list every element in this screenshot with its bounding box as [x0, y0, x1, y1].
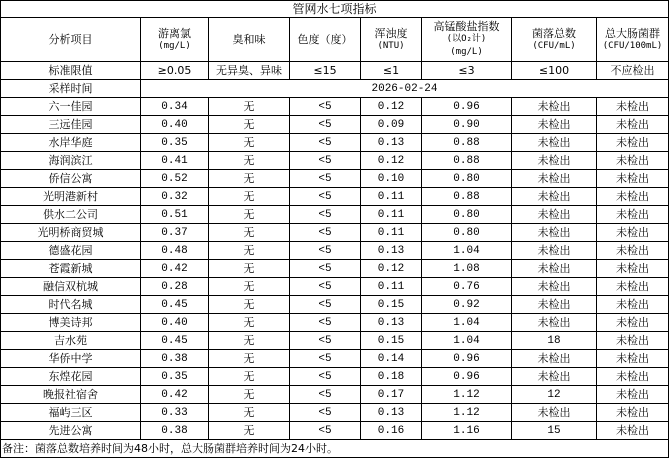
- cell-coliform: 未检出: [597, 296, 669, 314]
- cell-permanganate: 0.88: [422, 152, 512, 170]
- cell-turbidity: 0.12: [361, 98, 422, 116]
- cell-coliform: 未检出: [597, 152, 669, 170]
- table-row: [1, 332, 669, 350]
- cell-permanganate: 1.04: [422, 314, 512, 332]
- cell-colonies: 未检出: [512, 368, 597, 386]
- table-row: [1, 152, 669, 170]
- cell-color: <5: [290, 170, 361, 188]
- cell-chlorine: 0.38: [141, 350, 209, 368]
- cell-colonies: 未检出: [512, 314, 597, 332]
- cell-coliform: 未检出: [597, 278, 669, 296]
- note-row: [1, 440, 669, 458]
- column-header-coliform: [597, 18, 669, 62]
- cell-coliform: 未检出: [597, 314, 669, 332]
- site-name: 福屿三区: [1, 404, 141, 422]
- standard-limit-turbidity: ≤1: [361, 62, 422, 80]
- site-name: 六一佳园: [1, 98, 141, 116]
- site-name: 光明桥商贸城: [1, 224, 141, 242]
- cell-permanganate: 0.92: [422, 296, 512, 314]
- column-header-line: 色度（度）: [297, 33, 353, 46]
- cell-permanganate: 0.80: [422, 224, 512, 242]
- standard-limit-odor: 无异臭、异味: [209, 62, 290, 80]
- standard-limit-row: [1, 62, 669, 80]
- cell-color: <5: [290, 152, 361, 170]
- table-row: [1, 116, 669, 134]
- cell-colonies: 未检出: [512, 278, 597, 296]
- site-name: 光明港新村: [1, 188, 141, 206]
- cell-turbidity: 0.13: [361, 404, 422, 422]
- table-title: 管网水七项指标: [1, 1, 669, 18]
- cell-odor: 无: [209, 296, 290, 314]
- standard-limit-label: 标准限值: [1, 62, 141, 80]
- cell-turbidity: 0.18: [361, 368, 422, 386]
- table-row: [1, 296, 669, 314]
- cell-colonies: 未检出: [512, 350, 597, 368]
- cell-odor: 无: [209, 350, 290, 368]
- table-row: [1, 188, 669, 206]
- cell-color: <5: [290, 314, 361, 332]
- table-row: [1, 98, 669, 116]
- site-name: 先进公寓: [1, 422, 141, 440]
- cell-chlorine: 0.37: [141, 224, 209, 242]
- cell-colonies: 15: [512, 422, 597, 440]
- cell-color: <5: [290, 422, 361, 440]
- cell-turbidity: 0.15: [361, 296, 422, 314]
- column-header-item: [1, 18, 141, 62]
- cell-color: <5: [290, 134, 361, 152]
- cell-color: <5: [290, 404, 361, 422]
- cell-odor: 无: [209, 242, 290, 260]
- cell-colonies: 未检出: [512, 98, 597, 116]
- cell-odor: 无: [209, 188, 290, 206]
- table-row: [1, 278, 669, 296]
- cell-chlorine: 0.35: [141, 368, 209, 386]
- cell-chlorine: 0.52: [141, 170, 209, 188]
- column-header-chlorine: [141, 18, 209, 62]
- cell-color: <5: [290, 368, 361, 386]
- cell-permanganate: 0.96: [422, 98, 512, 116]
- cell-permanganate: 1.12: [422, 404, 512, 422]
- cell-odor: 无: [209, 332, 290, 350]
- table-row: [1, 134, 669, 152]
- cell-color: <5: [290, 332, 361, 350]
- cell-coliform: 未检出: [597, 386, 669, 404]
- column-header-line: (以O₂计): [446, 34, 487, 44]
- column-header-line: 臭和味: [232, 33, 266, 46]
- site-name: 晚报社宿舍: [1, 386, 141, 404]
- cell-turbidity: 0.11: [361, 224, 422, 242]
- cell-permanganate: 0.88: [422, 134, 512, 152]
- cell-odor: 无: [209, 404, 290, 422]
- cell-colonies: 未检出: [512, 242, 597, 260]
- cell-color: <5: [290, 98, 361, 116]
- cell-coliform: 未检出: [597, 188, 669, 206]
- column-header-turbidity: [361, 18, 422, 62]
- cell-color: <5: [290, 260, 361, 278]
- site-name: 博美诗邦: [1, 314, 141, 332]
- site-name: 侨信公寓: [1, 170, 141, 188]
- cell-permanganate: 0.96: [422, 350, 512, 368]
- cell-odor: 无: [209, 170, 290, 188]
- cell-colonies: 未检出: [512, 260, 597, 278]
- cell-chlorine: 0.28: [141, 278, 209, 296]
- cell-odor: 无: [209, 98, 290, 116]
- site-name: 德盛花园: [1, 242, 141, 260]
- site-name: 海润滨江: [1, 152, 141, 170]
- cell-turbidity: 0.13: [361, 134, 422, 152]
- table-row: [1, 170, 669, 188]
- column-header-line: 分析项目: [48, 33, 93, 46]
- cell-colonies: 未检出: [512, 152, 597, 170]
- table-note: 备注：菌落总数培养时间为48小时，总大肠菌群培养时间为24小时。: [1, 440, 669, 458]
- cell-chlorine: 0.42: [141, 260, 209, 278]
- cell-turbidity: 0.12: [361, 152, 422, 170]
- standard-limit-permanganate: ≤3: [422, 62, 512, 80]
- site-name: 苍霞新城: [1, 260, 141, 278]
- cell-odor: 无: [209, 314, 290, 332]
- column-header-line: (NTU): [377, 40, 405, 51]
- cell-colonies: 未检出: [512, 116, 597, 134]
- site-name: 三远佳园: [1, 116, 141, 134]
- table-row: [1, 206, 669, 224]
- cell-colonies: 18: [512, 332, 597, 350]
- table-row: [1, 368, 669, 386]
- cell-color: <5: [290, 224, 361, 242]
- cell-permanganate: 1.16: [422, 422, 512, 440]
- header-row: [1, 18, 669, 62]
- cell-permanganate: 1.12: [422, 386, 512, 404]
- site-name: 时代名城: [1, 296, 141, 314]
- cell-permanganate: 0.80: [422, 206, 512, 224]
- cell-chlorine: 0.34: [141, 98, 209, 116]
- site-name: 供水二公司: [1, 206, 141, 224]
- cell-coliform: 未检出: [597, 332, 669, 350]
- cell-turbidity: 0.17: [361, 386, 422, 404]
- cell-colonies: 未检出: [512, 134, 597, 152]
- cell-color: <5: [290, 278, 361, 296]
- standard-limit-color: ≤15: [290, 62, 361, 80]
- cell-colonies: 未检出: [512, 170, 597, 188]
- table-row: [1, 404, 669, 422]
- cell-turbidity: 0.14: [361, 350, 422, 368]
- sampling-date: 2026-02-24: [141, 80, 669, 98]
- cell-coliform: 未检出: [597, 116, 669, 134]
- column-header-line: (mg/L): [450, 47, 483, 57]
- cell-coliform: 未检出: [597, 242, 669, 260]
- column-header-line: (mg/L): [158, 40, 191, 51]
- cell-turbidity: 0.15: [361, 332, 422, 350]
- cell-coliform: 未检出: [597, 134, 669, 152]
- column-header-line: (CFU/mL): [532, 40, 576, 51]
- cell-turbidity: 0.11: [361, 206, 422, 224]
- cell-coliform: 未检出: [597, 170, 669, 188]
- cell-permanganate: 0.76: [422, 278, 512, 296]
- cell-chlorine: 0.45: [141, 296, 209, 314]
- column-header-line: 菌落总数: [532, 26, 576, 40]
- cell-turbidity: 0.11: [361, 278, 422, 296]
- sampling-time-row: [1, 80, 669, 98]
- column-header-line: 游离氯: [158, 26, 191, 40]
- cell-colonies: 未检出: [512, 296, 597, 314]
- site-name: 水岸华庭: [1, 134, 141, 152]
- cell-color: <5: [290, 350, 361, 368]
- cell-turbidity: 0.11: [361, 188, 422, 206]
- cell-coliform: 未检出: [597, 224, 669, 242]
- cell-odor: 无: [209, 386, 290, 404]
- cell-chlorine: 0.40: [141, 116, 209, 134]
- cell-colonies: 12: [512, 386, 597, 404]
- standard-limit-coliform: 不应检出: [597, 62, 669, 80]
- cell-odor: 无: [209, 278, 290, 296]
- site-name: 融信双杭城: [1, 278, 141, 296]
- cell-color: <5: [290, 206, 361, 224]
- table-row: [1, 260, 669, 278]
- standard-limit-colonies: ≤100: [512, 62, 597, 80]
- table-row: [1, 314, 669, 332]
- cell-chlorine: 0.45: [141, 332, 209, 350]
- cell-colonies: 未检出: [512, 224, 597, 242]
- table-row: [1, 242, 669, 260]
- cell-colonies: 未检出: [512, 206, 597, 224]
- cell-chlorine: 0.32: [141, 188, 209, 206]
- cell-permanganate: 1.04: [422, 242, 512, 260]
- cell-odor: 无: [209, 260, 290, 278]
- cell-coliform: 未检出: [597, 350, 669, 368]
- table-row: [1, 386, 669, 404]
- cell-odor: 无: [209, 152, 290, 170]
- column-header-line: 高锰酸盐指数: [433, 20, 500, 33]
- cell-turbidity: 0.13: [361, 314, 422, 332]
- table-row: [1, 224, 669, 242]
- standard-limit-chlorine: ≥0.05: [141, 62, 209, 80]
- cell-turbidity: 0.09: [361, 116, 422, 134]
- cell-chlorine: 0.51: [141, 206, 209, 224]
- site-name: 华侨中学: [1, 350, 141, 368]
- cell-chlorine: 0.41: [141, 152, 209, 170]
- cell-odor: 无: [209, 422, 290, 440]
- column-header-line: (CFU/100mL): [602, 40, 663, 51]
- cell-odor: 无: [209, 206, 290, 224]
- cell-turbidity: 0.12: [361, 260, 422, 278]
- cell-odor: 无: [209, 368, 290, 386]
- cell-odor: 无: [209, 116, 290, 134]
- cell-color: <5: [290, 242, 361, 260]
- cell-colonies: 未检出: [512, 188, 597, 206]
- cell-coliform: 未检出: [597, 368, 669, 386]
- column-header-line: 总大肠菌群: [605, 26, 660, 40]
- sampling-time-label: 采样时间: [1, 80, 141, 98]
- cell-coliform: 未检出: [597, 422, 669, 440]
- cell-coliform: 未检出: [597, 404, 669, 422]
- cell-coliform: 未检出: [597, 206, 669, 224]
- cell-turbidity: 0.16: [361, 422, 422, 440]
- cell-turbidity: 0.10: [361, 170, 422, 188]
- cell-permanganate: 0.96: [422, 368, 512, 386]
- cell-color: <5: [290, 116, 361, 134]
- column-header-color: [290, 18, 361, 62]
- table-row: [1, 422, 669, 440]
- table-row: [1, 350, 669, 368]
- cell-odor: 无: [209, 134, 290, 152]
- site-name: 东煌花园: [1, 368, 141, 386]
- site-name: 吉水苑: [1, 332, 141, 350]
- column-header-permanganate: [422, 18, 512, 62]
- cell-permanganate: 1.08: [422, 260, 512, 278]
- cell-permanganate: 1.04: [422, 332, 512, 350]
- cell-color: <5: [290, 188, 361, 206]
- cell-chlorine: 0.42: [141, 386, 209, 404]
- cell-coliform: 未检出: [597, 98, 669, 116]
- cell-chlorine: 0.48: [141, 242, 209, 260]
- cell-permanganate: 0.88: [422, 188, 512, 206]
- cell-permanganate: 0.80: [422, 170, 512, 188]
- cell-coliform: 未检出: [597, 260, 669, 278]
- cell-colonies: 未检出: [512, 404, 597, 422]
- column-header-line: 浑浊度: [374, 26, 408, 40]
- cell-permanganate: 0.90: [422, 116, 512, 134]
- cell-color: <5: [290, 296, 361, 314]
- title-row: [1, 1, 669, 18]
- cell-chlorine: 0.38: [141, 422, 209, 440]
- cell-chlorine: 0.33: [141, 404, 209, 422]
- cell-turbidity: 0.13: [361, 242, 422, 260]
- cell-chlorine: 0.35: [141, 134, 209, 152]
- cell-odor: 无: [209, 224, 290, 242]
- column-header-odor: [209, 18, 290, 62]
- cell-chlorine: 0.40: [141, 314, 209, 332]
- cell-color: <5: [290, 386, 361, 404]
- column-header-colonies: [512, 18, 597, 62]
